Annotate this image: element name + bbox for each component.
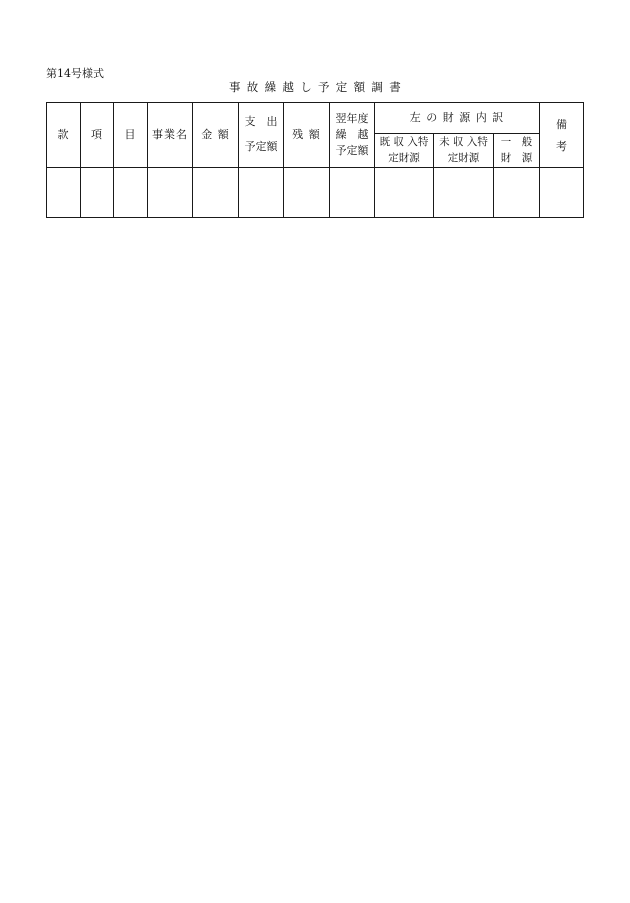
cell-planned-expenditure [239, 168, 284, 218]
header-general-funds: 一 般 財 源 [494, 134, 540, 168]
form-number: 第14号様式 [46, 67, 104, 80]
cell-remaining-amount [284, 168, 330, 218]
header-collected-specific-funds: 既 収 入特 定財源 [375, 134, 434, 168]
header-funding-breakdown: 左 の 財 源 内 訳 [375, 103, 540, 134]
cell-kou [81, 168, 114, 218]
header-remaining-amount: 残 額 [284, 103, 330, 168]
cell-general-funds [494, 168, 540, 218]
cell-kan [47, 168, 81, 218]
header-amount: 金 額 [193, 103, 239, 168]
header-next-year-carryover: 翌年度 繰 越 予定額 [330, 103, 375, 168]
header-row [47, 103, 584, 134]
cell-moku [114, 168, 148, 218]
cell-amount [193, 168, 239, 218]
header-kan: 款 [47, 103, 81, 168]
cell-uncollected-specific-funds [434, 168, 494, 218]
cell-project-name [148, 168, 193, 218]
table-row [47, 168, 584, 218]
document-title: 事故繰越し予定額調書 [229, 80, 407, 94]
header-project-name: 事業名 [148, 103, 193, 168]
header-moku: 目 [114, 103, 148, 168]
cell-collected-specific-funds [375, 168, 434, 218]
header-planned-expenditure: 支 出 予定額 [239, 103, 284, 168]
cell-next-year-carryover [330, 168, 375, 218]
header-remarks: 備 考 [540, 103, 584, 168]
cell-remarks [540, 168, 584, 218]
header-kou: 項 [81, 103, 114, 168]
header-uncollected-specific-funds: 未 収 入特 定財源 [434, 134, 494, 168]
carryover-schedule-table [46, 102, 584, 218]
